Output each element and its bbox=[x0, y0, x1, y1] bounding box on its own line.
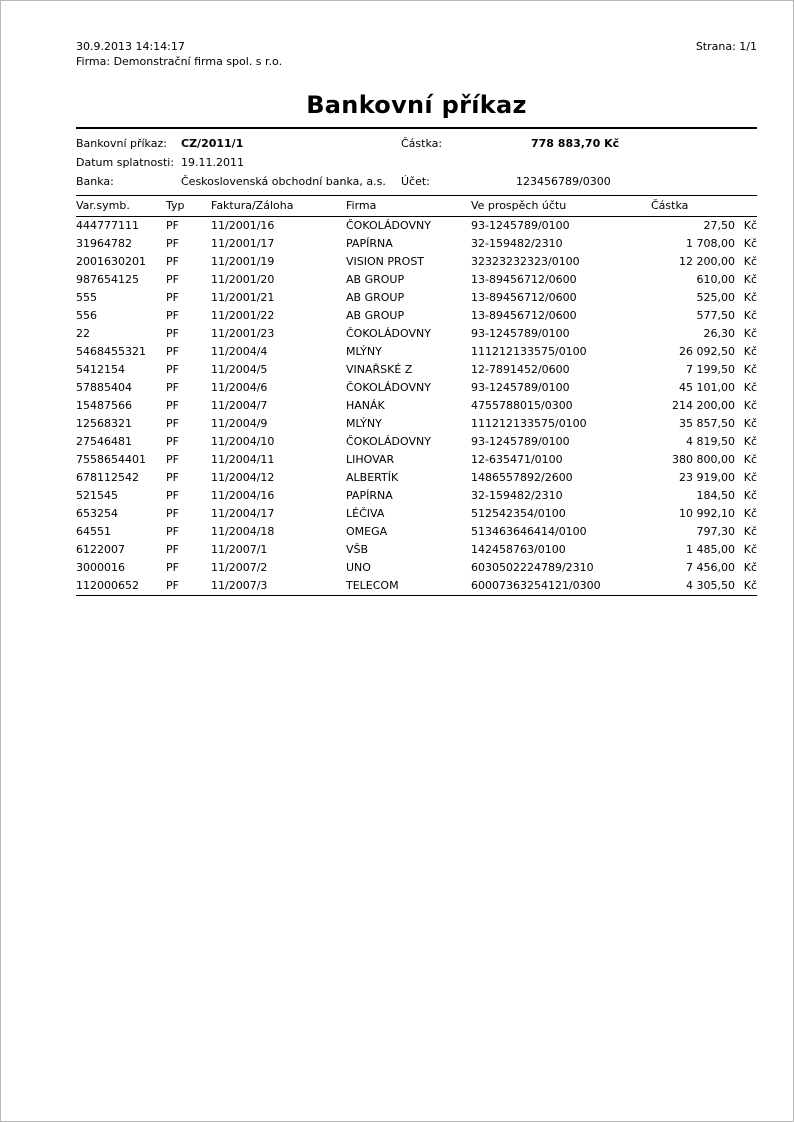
cell-castka bbox=[651, 361, 757, 379]
amount-currency: Kč bbox=[743, 237, 757, 250]
amount-value-text: 10 992,10 bbox=[679, 507, 735, 520]
cell-faktura: 11/2007/1 bbox=[211, 543, 268, 556]
table-row bbox=[76, 397, 757, 415]
cell-var-symb: 678112542 bbox=[76, 471, 139, 484]
cell-faktura: 11/2004/9 bbox=[211, 417, 268, 430]
table-row bbox=[76, 487, 757, 505]
table-row bbox=[76, 505, 757, 523]
amount-value-text: 7 456,00 bbox=[686, 561, 735, 574]
cell-castka bbox=[651, 307, 757, 325]
column-header-var-symb: Var.symb. bbox=[76, 199, 130, 212]
cell-var-symb: 7558654401 bbox=[76, 453, 146, 466]
cell-castka bbox=[651, 325, 757, 343]
cell-faktura: 11/2004/10 bbox=[211, 435, 275, 448]
amount-currency: Kč bbox=[743, 309, 757, 322]
cell-castka bbox=[651, 415, 757, 433]
amount-currency: Kč bbox=[743, 489, 757, 502]
cell-faktura: 11/2007/3 bbox=[211, 579, 268, 592]
cell-castka bbox=[651, 469, 757, 487]
cell-var-symb: 12568321 bbox=[76, 417, 132, 430]
amount-currency: Kč bbox=[743, 453, 757, 466]
cell-typ: PF bbox=[166, 219, 179, 232]
cell-ucet: 512542354/0100 bbox=[471, 507, 566, 520]
cell-ucet: 93-1245789/0100 bbox=[471, 435, 570, 448]
cell-faktura: 11/2004/16 bbox=[211, 489, 275, 502]
order-value: CZ/2011/1 bbox=[181, 137, 244, 150]
table-row bbox=[76, 253, 757, 271]
cell-typ: PF bbox=[166, 579, 179, 592]
page-title: Bankovní příkaz bbox=[306, 91, 527, 119]
amount-value-text: 26,30 bbox=[703, 327, 735, 340]
amount-currency: Kč bbox=[743, 471, 757, 484]
cell-firma: TELECOM bbox=[346, 579, 399, 592]
table-row bbox=[76, 541, 757, 559]
order-header-block bbox=[76, 129, 757, 195]
amount-currency: Kč bbox=[743, 363, 757, 376]
cell-typ: PF bbox=[166, 237, 179, 250]
cell-ucet: 93-1245789/0100 bbox=[471, 219, 570, 232]
cell-firma: VŠB bbox=[346, 543, 369, 556]
cell-var-symb: 64551 bbox=[76, 525, 111, 538]
amount-value-text: 797,30 bbox=[696, 525, 735, 538]
bank-label: Banka: bbox=[76, 175, 114, 188]
column-header-firma: Firma bbox=[346, 199, 377, 212]
amount-currency: Kč bbox=[743, 543, 757, 556]
payments-table bbox=[76, 195, 757, 596]
cell-castka bbox=[651, 505, 757, 523]
table-header-row bbox=[76, 196, 757, 217]
document-meta bbox=[76, 39, 757, 54]
cell-faktura: 11/2004/12 bbox=[211, 471, 275, 484]
cell-castka bbox=[651, 451, 757, 469]
due-value: 19.11.2011 bbox=[181, 156, 244, 169]
due-row bbox=[76, 153, 757, 172]
cell-ucet: 13-89456712/0600 bbox=[471, 309, 577, 322]
cell-firma: OMEGA bbox=[346, 525, 388, 538]
column-header-ucet: Ve prospěch účtu bbox=[471, 199, 567, 212]
cell-faktura: 11/2004/6 bbox=[211, 381, 268, 394]
cell-castka bbox=[651, 577, 757, 596]
cell-faktura: 11/2001/17 bbox=[211, 237, 275, 250]
payments-table-body bbox=[76, 217, 757, 596]
table-row bbox=[76, 559, 757, 577]
company-line: Firma: Demonstrační firma spol. s r.o. bbox=[76, 55, 283, 68]
cell-ucet: 13-89456712/0600 bbox=[471, 291, 577, 304]
cell-ucet: 12-635471/0100 bbox=[471, 453, 563, 466]
cell-typ: PF bbox=[166, 561, 179, 574]
amount-currency: Kč bbox=[743, 327, 757, 340]
cell-typ: PF bbox=[166, 435, 179, 448]
cell-typ: PF bbox=[166, 345, 179, 358]
cell-typ: PF bbox=[166, 291, 179, 304]
bank-value: Československá obchodní banka, a.s. bbox=[181, 175, 386, 188]
cell-var-symb: 2001630201 bbox=[76, 255, 146, 268]
cell-ucet: 4755788015/0300 bbox=[471, 399, 573, 412]
amount-value-text: 1 708,00 bbox=[686, 237, 735, 250]
amount-value-text: 1 485,00 bbox=[686, 543, 735, 556]
document-content bbox=[76, 39, 757, 596]
cell-faktura: 11/2001/23 bbox=[211, 327, 275, 340]
table-row bbox=[76, 289, 757, 307]
amount-currency: Kč bbox=[743, 525, 757, 538]
cell-var-symb: 22 bbox=[76, 327, 90, 340]
table-row bbox=[76, 271, 757, 289]
account-value: 123456789/0300 bbox=[516, 175, 611, 188]
table-row bbox=[76, 217, 757, 236]
cell-var-symb: 555 bbox=[76, 291, 97, 304]
cell-var-symb: 5412154 bbox=[76, 363, 125, 376]
cell-typ: PF bbox=[166, 507, 179, 520]
cell-castka bbox=[651, 217, 757, 236]
cell-firma: PAPÍRNA bbox=[346, 489, 393, 502]
amount-value-text: 610,00 bbox=[696, 273, 735, 286]
cell-var-symb: 31964782 bbox=[76, 237, 132, 250]
cell-var-symb: 112000652 bbox=[76, 579, 139, 592]
amount-currency: Kč bbox=[743, 255, 757, 268]
cell-castka bbox=[651, 235, 757, 253]
amount-value-text: 35 857,50 bbox=[679, 417, 735, 430]
amount-value-text: 525,00 bbox=[696, 291, 735, 304]
cell-castka bbox=[651, 289, 757, 307]
table-row bbox=[76, 469, 757, 487]
cell-typ: PF bbox=[166, 327, 179, 340]
cell-ucet: 6030502224789/2310 bbox=[471, 561, 594, 574]
cell-faktura: 11/2001/21 bbox=[211, 291, 275, 304]
cell-typ: PF bbox=[166, 399, 179, 412]
cell-faktura: 11/2001/19 bbox=[211, 255, 275, 268]
amount-value-text: 4 305,50 bbox=[686, 579, 735, 592]
cell-firma: HANÁK bbox=[346, 399, 385, 412]
column-header-typ: Typ bbox=[166, 199, 185, 212]
amount-value-text: 23 919,00 bbox=[679, 471, 735, 484]
cell-castka bbox=[651, 271, 757, 289]
table-row bbox=[76, 343, 757, 361]
cell-firma: AB GROUP bbox=[346, 273, 405, 286]
amount-currency: Kč bbox=[743, 381, 757, 394]
column-header-castka: Částka bbox=[651, 199, 689, 212]
cell-firma: UNO bbox=[346, 561, 371, 574]
cell-firma: AB GROUP bbox=[346, 309, 405, 322]
print-datetime: 30.9.2013 14:14:17 bbox=[76, 40, 185, 53]
cell-typ: PF bbox=[166, 489, 179, 502]
cell-firma: MLÝNY bbox=[346, 345, 382, 358]
cell-firma: AB GROUP bbox=[346, 291, 405, 304]
cell-typ: PF bbox=[166, 453, 179, 466]
cell-faktura: 11/2004/5 bbox=[211, 363, 268, 376]
amount-value-text: 214 200,00 bbox=[672, 399, 735, 412]
cell-typ: PF bbox=[166, 525, 179, 538]
cell-faktura: 11/2007/2 bbox=[211, 561, 268, 574]
amount-value-text: 45 101,00 bbox=[679, 381, 735, 394]
cell-typ: PF bbox=[166, 255, 179, 268]
company-line-row bbox=[76, 54, 757, 69]
amount-value-text: 380 800,00 bbox=[672, 453, 735, 466]
cell-var-symb: 653254 bbox=[76, 507, 118, 520]
cell-faktura: 11/2001/20 bbox=[211, 273, 275, 286]
cell-firma: LIHOVAR bbox=[346, 453, 395, 466]
order-label: Bankovní příkaz: bbox=[76, 137, 167, 150]
page-number: Strana: 1/1 bbox=[695, 40, 757, 53]
cell-var-symb: 556 bbox=[76, 309, 97, 322]
cell-var-symb: 27546481 bbox=[76, 435, 132, 448]
table-row bbox=[76, 325, 757, 343]
cell-castka bbox=[651, 487, 757, 505]
amount-value-text: 4 819,50 bbox=[686, 435, 735, 448]
cell-typ: PF bbox=[166, 309, 179, 322]
cell-ucet: 32-159482/2310 bbox=[471, 237, 563, 250]
cell-ucet: 32-159482/2310 bbox=[471, 489, 563, 502]
cell-firma: ČOKOLÁDOVNY bbox=[346, 381, 431, 394]
amount-currency: Kč bbox=[743, 417, 757, 430]
cell-firma: LÉČIVA bbox=[346, 507, 385, 520]
amount-value-text: 26 092,50 bbox=[679, 345, 735, 358]
cell-ucet: 60007363254121/0300 bbox=[471, 579, 601, 592]
cell-castka bbox=[651, 397, 757, 415]
cell-firma: ČOKOLÁDOVNY bbox=[346, 327, 431, 340]
cell-ucet: 513463646414/0100 bbox=[471, 525, 587, 538]
cell-typ: PF bbox=[166, 471, 179, 484]
cell-ucet: 142458763/0100 bbox=[471, 543, 566, 556]
cell-typ: PF bbox=[166, 363, 179, 376]
cell-castka bbox=[651, 559, 757, 577]
cell-firma: VINAŘSKÉ Z bbox=[346, 363, 413, 376]
cell-faktura: 11/2001/16 bbox=[211, 219, 275, 232]
amount-currency: Kč bbox=[743, 579, 757, 592]
amount-label: Částka: bbox=[401, 137, 443, 150]
cell-var-symb: 57885404 bbox=[76, 381, 132, 394]
amount-currency: Kč bbox=[743, 561, 757, 574]
table-row bbox=[76, 235, 757, 253]
cell-castka bbox=[651, 523, 757, 541]
cell-var-symb: 987654125 bbox=[76, 273, 139, 286]
cell-typ: PF bbox=[166, 273, 179, 286]
cell-ucet: 1486557892/2600 bbox=[471, 471, 573, 484]
cell-faktura: 11/2004/7 bbox=[211, 399, 268, 412]
cell-ucet: 111212133575/0100 bbox=[471, 345, 587, 358]
order-row bbox=[76, 134, 757, 153]
cell-faktura: 11/2004/11 bbox=[211, 453, 275, 466]
amount-currency: Kč bbox=[743, 291, 757, 304]
cell-firma: VISION PROST bbox=[346, 255, 425, 268]
cell-ucet: 93-1245789/0100 bbox=[471, 327, 570, 340]
table-row bbox=[76, 577, 757, 596]
cell-ucet: 111212133575/0100 bbox=[471, 417, 587, 430]
table-row bbox=[76, 433, 757, 451]
cell-ucet: 13-89456712/0600 bbox=[471, 273, 577, 286]
table-row bbox=[76, 415, 757, 433]
bank-row bbox=[76, 172, 757, 191]
column-header-faktura: Faktura/Záloha bbox=[211, 199, 294, 212]
cell-faktura: 11/2004/18 bbox=[211, 525, 275, 538]
cell-var-symb: 444777111 bbox=[76, 219, 139, 232]
cell-var-symb: 3000016 bbox=[76, 561, 125, 574]
cell-firma: ČOKOLÁDOVNY bbox=[346, 219, 431, 232]
cell-ucet: 32323232323/0100 bbox=[471, 255, 580, 268]
cell-typ: PF bbox=[166, 417, 179, 430]
cell-castka bbox=[651, 343, 757, 361]
cell-firma: MLÝNY bbox=[346, 417, 382, 430]
cell-firma: ALBERTÍK bbox=[346, 471, 399, 484]
cell-var-symb: 521545 bbox=[76, 489, 118, 502]
cell-var-symb: 6122007 bbox=[76, 543, 125, 556]
cell-castka bbox=[651, 253, 757, 271]
amount-currency: Kč bbox=[743, 345, 757, 358]
table-row bbox=[76, 379, 757, 397]
cell-ucet: 93-1245789/0100 bbox=[471, 381, 570, 394]
cell-castka bbox=[651, 379, 757, 397]
amount-value-text: 7 199,50 bbox=[686, 363, 735, 376]
cell-castka bbox=[651, 541, 757, 559]
cell-ucet: 12-7891452/0600 bbox=[471, 363, 570, 376]
cell-firma: PAPÍRNA bbox=[346, 237, 393, 250]
cell-var-symb: 5468455321 bbox=[76, 345, 146, 358]
table-row bbox=[76, 451, 757, 469]
amount-currency: Kč bbox=[743, 435, 757, 448]
amount-currency: Kč bbox=[743, 273, 757, 286]
amount-value-text: 184,50 bbox=[696, 489, 735, 502]
amount-currency: Kč bbox=[743, 219, 757, 232]
table-row bbox=[76, 361, 757, 379]
account-label: Účet: bbox=[401, 175, 430, 188]
amount-currency: Kč bbox=[743, 399, 757, 412]
cell-firma: ČOKOLÁDOVNY bbox=[346, 435, 431, 448]
amount-value-text: 577,50 bbox=[696, 309, 735, 322]
cell-faktura: 11/2001/22 bbox=[211, 309, 275, 322]
amount-currency: Kč bbox=[743, 507, 757, 520]
cell-typ: PF bbox=[166, 543, 179, 556]
table-row bbox=[76, 307, 757, 325]
cell-typ: PF bbox=[166, 381, 179, 394]
amount-value: 778 883,70 Kč bbox=[531, 137, 620, 150]
amount-value-text: 12 200,00 bbox=[679, 255, 735, 268]
amount-value-text: 27,50 bbox=[703, 219, 735, 232]
cell-faktura: 11/2004/17 bbox=[211, 507, 275, 520]
cell-faktura: 11/2004/4 bbox=[211, 345, 268, 358]
cell-castka bbox=[651, 433, 757, 451]
due-label: Datum splatnosti: bbox=[76, 156, 175, 169]
cell-var-symb: 15487566 bbox=[76, 399, 132, 412]
table-row bbox=[76, 523, 757, 541]
payments-table-head bbox=[76, 196, 757, 217]
